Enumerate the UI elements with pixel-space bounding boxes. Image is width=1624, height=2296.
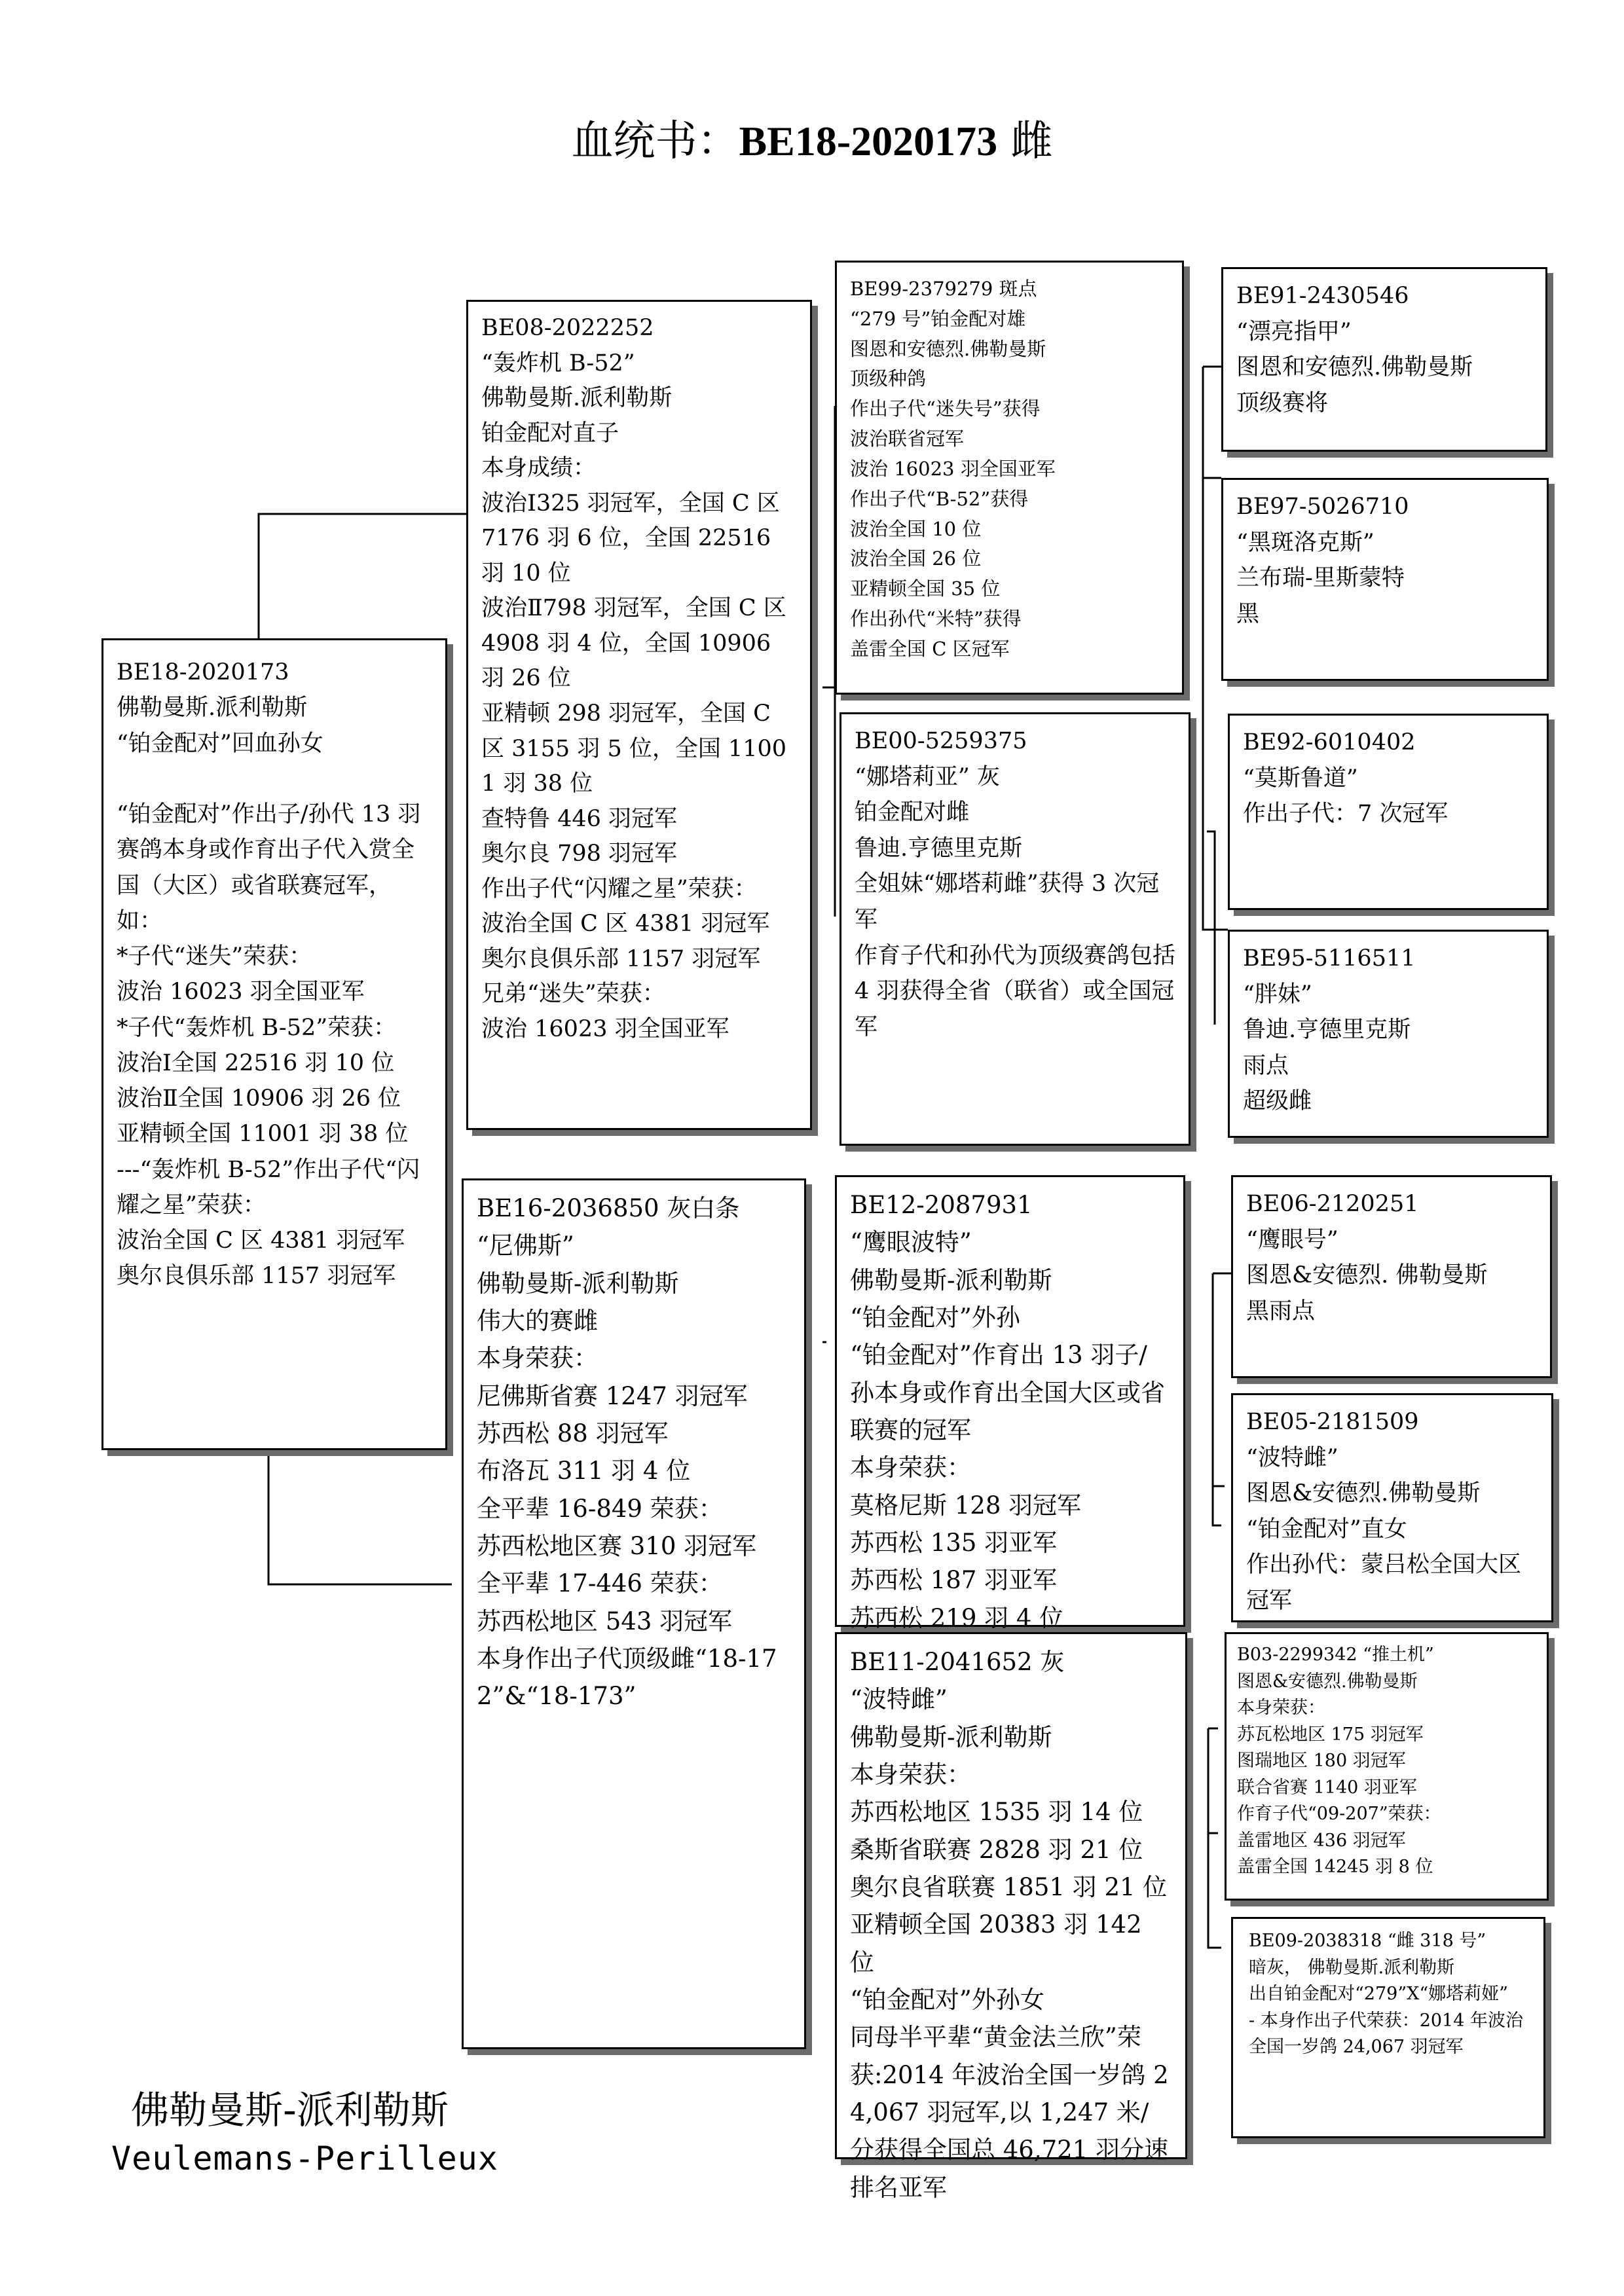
pedigree-line: 奥尔良俱乐部 1157 羽冠军 <box>481 945 761 972</box>
pedigree-line: 作出孙代“米特”获得 <box>850 607 1022 630</box>
pedigree-line: 苏西松地区赛 310 羽冠军 <box>477 1532 757 1561</box>
pedigree-line: 佛勒曼斯.派利勒斯 <box>481 385 673 412</box>
pedigree-line: 亚精顿全国 11001 羽 38 位 <box>117 1121 409 1148</box>
breeder-name-english: Veulemans-Perilleux <box>111 2140 498 2178</box>
sire-dam-sire-box <box>1228 714 1549 910</box>
pedigree-title: 血统书：BE18-2020173 雌 <box>571 117 1053 166</box>
pedigree-line: 作出子代“迷失号”获得 <box>850 397 1041 420</box>
pedigree-line: 波治联省冠军 <box>850 428 965 450</box>
pedigree-line: 布洛瓦 311 羽 4 位 <box>477 1457 691 1485</box>
pedigree-line: “莫斯鲁道” <box>1243 765 1358 792</box>
pedigree-line: “鹰眼号” <box>1246 1226 1338 1253</box>
pedigree-line: ---“轰炸机 B-52”作出子代“闪耀之星”荣获： <box>117 1156 420 1218</box>
dam-sire-dam-box <box>1231 1393 1553 1622</box>
pedigree-line: 鲁迪.亨德里克斯 <box>855 835 1023 862</box>
pedigree-line: 苏西松 219 羽 4 位 <box>850 1603 1064 1632</box>
pedigree-line: 作出子代“闪耀之星”荣获： <box>481 875 757 902</box>
pedigree-line: B03-2299342 “推土机” <box>1237 1645 1434 1665</box>
pedigree-line: 伟大的赛雌 <box>477 1307 598 1336</box>
pedigree-line: 本身作出子代顶级雌“18-172”&“18-173” <box>477 1645 777 1711</box>
pedigree-line: 铂金配对雌 <box>855 799 970 826</box>
pedigree-line: 盖雷全国 14245 羽 8 位 <box>1237 1857 1433 1877</box>
pedigree-line: BE95-5116511 <box>1243 945 1416 972</box>
dam-dam-sire-box <box>1225 1632 1549 1901</box>
subject-pigeon-box <box>101 638 447 1450</box>
pedigree-line: 波治 16023 羽全国亚军 <box>117 979 365 1006</box>
pedigree-line: 奥尔良省联赛 1851 羽 21 位 <box>850 1873 1168 1902</box>
pedigree-line: 苏西松地区 543 羽冠军 <box>477 1607 733 1635</box>
sire-sire-dam-box <box>1221 478 1549 681</box>
pedigree-line: 本身荣获： <box>477 1344 598 1373</box>
pedigree-line: 波治 16023 羽全国亚军 <box>850 457 1056 480</box>
pedigree-line: 苏西松 187 羽亚军 <box>850 1566 1058 1595</box>
pedigree-line: 黑雨点 <box>1246 1298 1316 1324</box>
pedigree-line: “尼佛斯” <box>477 1231 574 1260</box>
pedigree-line: *子代“轰炸机 B-52”荣获： <box>117 1014 397 1041</box>
pedigree-line: 波治Ⅰ325 羽冠军，全国 C 区 7176 羽 6 位，全国 22516 羽 10 位 <box>481 490 787 587</box>
pedigree-line: BE08-2022252 <box>481 315 654 341</box>
pedigree-line: BE91-2430546 <box>1236 283 1409 309</box>
pedigree-line: “波特雌” <box>850 1685 948 1714</box>
pedigree-line: “铂金配对”作育出 13 羽子/孙本身或作育出全国大区或省联赛的冠军 <box>850 1341 1165 1445</box>
pedigree-line: “娜塔莉亚” 灰 <box>855 763 1000 790</box>
pedigree-line: 波治Ⅰ全国 22516 羽 10 位 <box>117 1049 395 1076</box>
pedigree-line: 兄弟“迷失”荣获： <box>481 981 665 1008</box>
pedigree-line: 图恩&安德烈.佛勒曼斯 <box>1246 1480 1481 1507</box>
pedigree-line: 作出子代“B-52”获得 <box>850 487 1029 510</box>
pedigree-line: - 本身作出子代荣获：2014 年波治全国一岁鸽 24,067 羽冠军 <box>1249 2010 1524 2057</box>
sire-sire-sire-box <box>1221 267 1547 452</box>
pedigree-line: “铂金配对”直女 <box>1246 1516 1407 1542</box>
pedigree-line: 波治全国 10 位 <box>850 517 982 540</box>
pedigree-line: “279 号”铂金配对雄 <box>850 307 1026 330</box>
pedigree-line: 莫格尼斯 128 羽冠军 <box>850 1491 1082 1520</box>
pedigree-line: BE99-2379279 斑点 <box>850 278 1037 300</box>
pedigree-line: “铂金配对”外孙 <box>850 1303 1020 1332</box>
sire-box <box>466 300 812 1130</box>
pedigree-line: 顶级赛将 <box>1236 390 1329 416</box>
pedigree-line: 全姐妹“娜塔莉雌”获得 3 次冠军 <box>855 871 1160 933</box>
breeder-name-chinese: 佛勒曼斯-派利勒斯 <box>131 2088 449 2132</box>
pedigree-line: 联合省赛 1140 羽亚军 <box>1237 1777 1417 1798</box>
pedigree-line: 雨点 <box>1243 1052 1289 1079</box>
pedigree-line: BE97-5026710 <box>1236 494 1409 520</box>
pedigree-line: “黑斑洛克斯” <box>1236 529 1375 556</box>
pedigree-line: 本身成绩： <box>481 455 597 482</box>
pedigree-line: 苏西松 135 羽亚军 <box>850 1529 1058 1558</box>
pedigree-line: “胖妹” <box>1243 981 1312 1008</box>
pedigree-line: 黑 <box>1236 600 1260 627</box>
pedigree-line: 波治全国 C 区 4381 羽冠军 <box>481 911 770 938</box>
pedigree-line: 佛勒曼斯-派利勒斯 <box>850 1722 1052 1751</box>
pedigree-line: BE12-2087931 <box>850 1191 1033 1219</box>
pedigree-line: 同母半平辈“黄金法兰欣”荣获:2014 年波治全国一岁鸽 24,067 羽冠军,以 1,247 米/分获得全国总 46,721 羽分速排名亚军 <box>850 2023 1169 2202</box>
pedigree-line: 佛勒曼斯.派利勒斯 <box>117 695 308 721</box>
pedigree-line: *子代“迷失”荣获： <box>117 943 312 970</box>
pedigree-line: 作出孙代：蒙吕松全国大区冠军 <box>1246 1552 1522 1614</box>
pedigree-line: “漂亮指甲” <box>1236 318 1352 345</box>
pedigree-line: 盖雷全国 C 区冠军 <box>850 637 1010 660</box>
pedigree-line: 本身荣获： <box>1237 1698 1325 1718</box>
pedigree-line: 亚精顿全国 35 位 <box>850 577 1001 600</box>
pedigree-line: 兰布瑞-里斯蒙特 <box>1236 565 1405 592</box>
dam-dam-box <box>835 1632 1187 2202</box>
pedigree-line: 铂金配对直子 <box>481 420 619 446</box>
pedigree-line: 波治Ⅱ798 羽冠军，全国 C 区 4908 羽 4 位，全国 10906 羽 26 位 <box>481 595 794 692</box>
pedigree-line: BE18-2020173 <box>117 659 289 685</box>
pedigree-line: BE05-2181509 <box>1246 1409 1419 1435</box>
pedigree-line: 波治全国 26 位 <box>850 547 982 570</box>
pedigree-line: 本身荣获： <box>850 1453 971 1482</box>
pedigree-line: 波治Ⅱ全国 10906 羽 26 位 <box>117 1085 401 1112</box>
pedigree-line: 顶级种鸽 <box>850 367 927 390</box>
pedigree-line: 佛勒曼斯-派利勒斯 <box>477 1269 679 1298</box>
pedigree-line: BE09-2038318 “雌 318 号” <box>1249 1931 1486 1951</box>
pedigree-line: 亚精顿全国 20383 羽 142 位 <box>850 1910 1150 1977</box>
pedigree-line: 出自铂金配对“279”X“娜塔莉娅” <box>1249 1984 1508 2004</box>
pedigree-line: 全平辈 16-849 荣获： <box>477 1494 723 1523</box>
dam-sire-sire-box <box>1231 1175 1552 1378</box>
pedigree-line: BE16-2036850 灰白条 <box>477 1194 740 1222</box>
pedigree-line: 奥尔良俱乐部 1157 羽冠军 <box>117 1263 396 1290</box>
pedigree-line: 图恩和安德烈.佛勒曼斯 <box>1236 354 1473 381</box>
pedigree-line: 超级雌 <box>1243 1088 1312 1115</box>
pedigree-line: “波特雌” <box>1246 1444 1338 1471</box>
pedigree-line: “铂金配对”回血孙女 <box>117 730 323 757</box>
pedigree-line: 桑斯省联赛 2828 羽 21 位 <box>850 1835 1143 1864</box>
pedigree-line: 佛勒曼斯-派利勒斯 <box>850 1266 1052 1294</box>
pedigree-line: “鹰眼波特” <box>850 1228 972 1257</box>
pedigree-line: 作出子代：7 次冠军 <box>1243 801 1449 828</box>
pedigree-line: 苏瓦松地区 175 羽冠军 <box>1237 1724 1424 1745</box>
sire-dam-dam-box <box>1228 930 1549 1138</box>
pedigree-line: 苏西松地区 1535 羽 14 位 <box>850 1798 1143 1827</box>
pedigree-line: 全平辈 17-446 荣获： <box>477 1569 723 1598</box>
pedigree-line: “轰炸机 B-52” <box>481 350 635 376</box>
pedigree-line: 本身荣获： <box>850 1760 971 1789</box>
pedigree-line: 图恩&安德烈.佛勒曼斯 <box>1237 1671 1418 1692</box>
pedigree-line: 暗灰， 佛勒曼斯.派利勒斯 <box>1249 1957 1455 1978</box>
pedigree-line: BE92-6010402 <box>1243 729 1416 756</box>
pedigree-line: 盖雷地区 436 羽冠军 <box>1237 1830 1406 1851</box>
pedigree-line: BE11-2041652 灰 <box>850 1648 1065 1676</box>
pedigree-line: 苏西松 88 羽冠军 <box>477 1419 669 1448</box>
pedigree-line: 鲁迪.亨德里克斯 <box>1243 1017 1411 1044</box>
sire-dam-box <box>840 712 1190 1146</box>
pedigree-line: 图恩&安德烈. 佛勒曼斯 <box>1246 1262 1488 1289</box>
dam-box <box>462 1178 806 2049</box>
pedigree-line: 图瑞地区 180 羽冠军 <box>1237 1751 1406 1771</box>
pedigree-line: 波治全国 C 区 4381 羽冠军 <box>117 1228 405 1254</box>
sire-sire-box <box>835 261 1184 695</box>
dam-sire-box <box>835 1175 1185 1632</box>
pedigree-line: 尼佛斯省赛 1247 羽冠军 <box>477 1381 748 1410</box>
pedigree-line: 作育子代和孙代为顶级赛鸽包括 4 羽获得全省（联省）或全国冠军 <box>855 942 1183 1040</box>
pedigree-line: 亚精顿 298 羽冠军，全国 C 区 3155 羽 5 位，全国 11001 羽 38 位 <box>481 701 787 797</box>
pedigree-line: BE00-5259375 <box>855 728 1027 754</box>
pedigree-line: 奥尔良 798 羽冠军 <box>481 841 678 867</box>
dam-dam-dam-box <box>1231 1917 1545 2138</box>
pedigree-line: “铂金配对”作出子/孙代 13 羽赛鸽本身或作育出子代入赏全国（大区）或省联赛冠军，如： <box>117 801 421 934</box>
pedigree-line: 图恩和安德烈.佛勒曼斯 <box>850 337 1046 360</box>
pedigree-line: BE06-2120251 <box>1246 1191 1419 1217</box>
pedigree-line: 查特鲁 446 羽冠军 <box>481 805 678 832</box>
pedigree-line: “铂金配对”外孙女 <box>850 1986 1044 2014</box>
pedigree-line: 作育子代“09-207”荣获： <box>1237 1804 1441 1824</box>
pedigree-line <box>117 761 432 797</box>
pedigree-line: 波治 16023 羽全国亚军 <box>481 1015 729 1042</box>
